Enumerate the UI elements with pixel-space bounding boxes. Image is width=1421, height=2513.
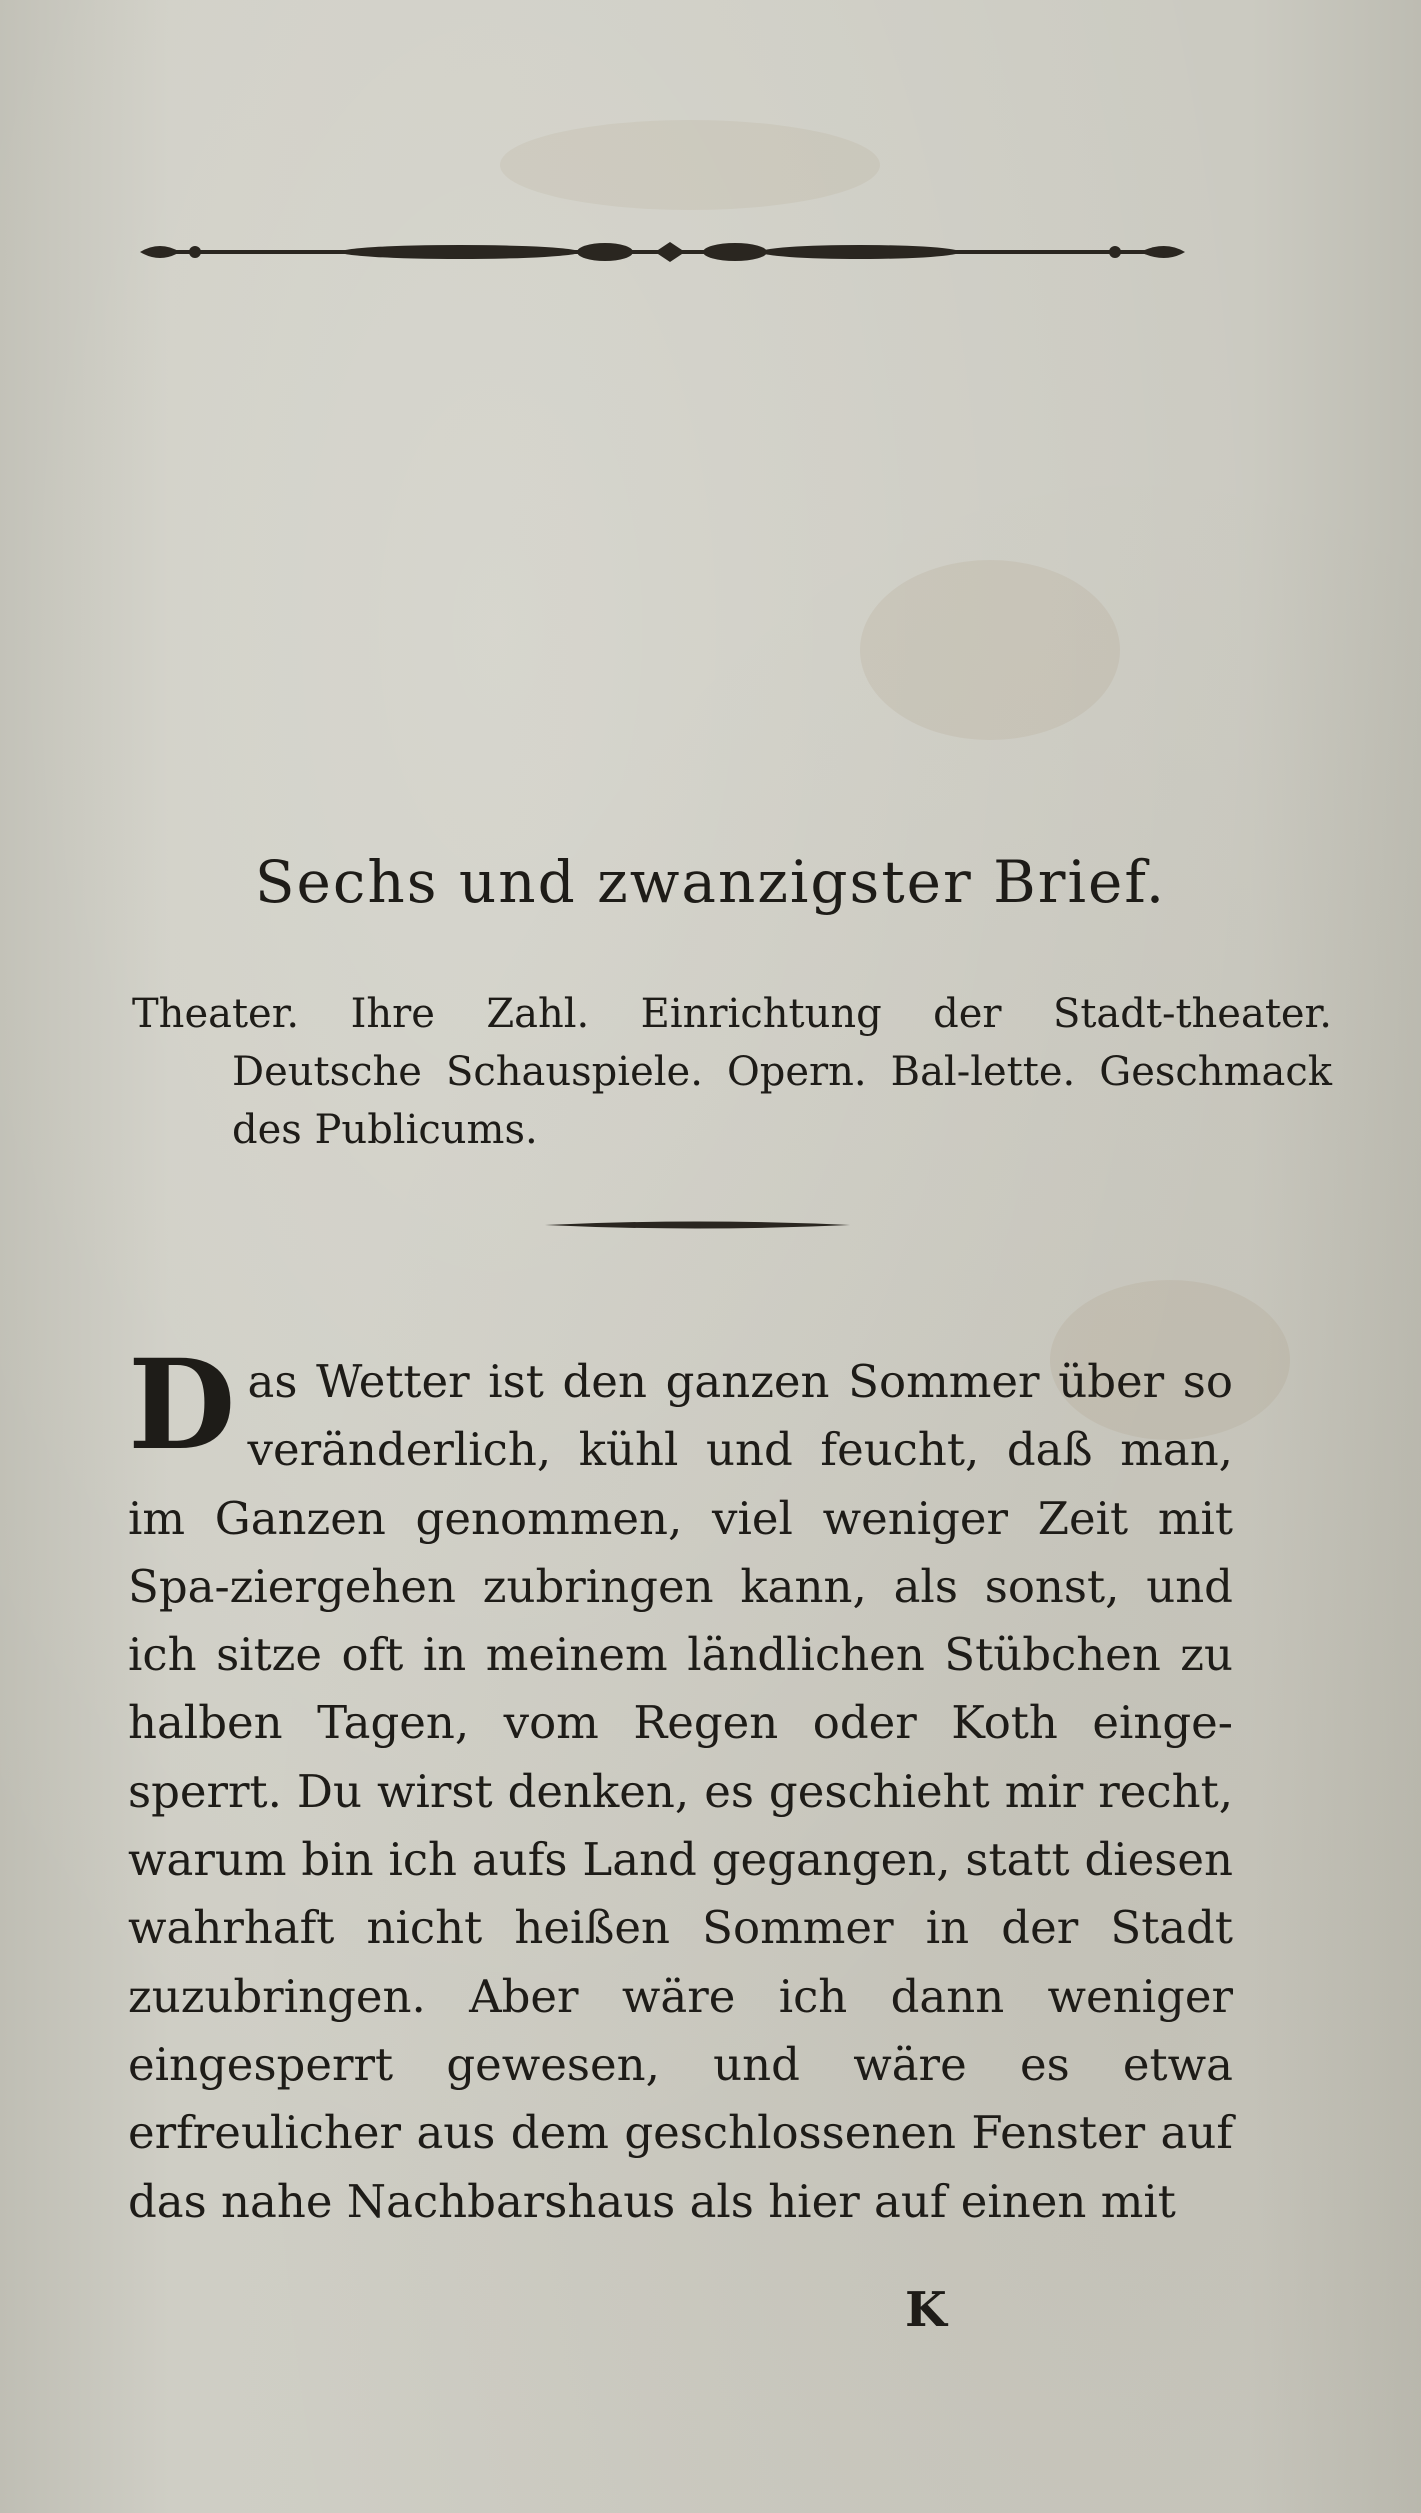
ornament-divider-top bbox=[140, 232, 1185, 272]
letter-title: Sechs und zwanzigster Brief. bbox=[254, 848, 1167, 916]
divider-rule bbox=[545, 1218, 850, 1232]
paper-stain bbox=[500, 120, 880, 210]
letter-body bbox=[128, 1333, 1233, 2236]
chapter-summary: Theater. Ihre Zahl. Einrichtung der Stadt-theater. Deutsche Schauspiele. Opern. Bal-lette. Geschmack des Publicums. bbox=[132, 991, 1332, 1153]
paper-stain bbox=[860, 560, 1120, 740]
body-text: as Wetter ist den ganzen Sommer über so veränderlich, kühl und feucht, daß man, im Ganzen genommen, viel weniger Zeit mit Spa-ziergehen zubringen kann, als sonst, und ich sitze oft in meinem ländlichen Stübchen zu halben Tagen, vom Regen oder Koth einge-sperrt. Du wirst denken, es geschieht mir recht, warum bin ich aufs Land gegangen, statt diesen wahrhaft nicht heißen Sommer in der Stadt zuzubringen. Aber wäre ich dann weniger eingesperrt gewesen, und wäre es etwa erfreulicher aus dem geschlossenen Fenster auf das nahe Nachbarshaus als hier auf einen mit bbox=[128, 1355, 1233, 2228]
drop-cap: D bbox=[128, 1333, 236, 1478]
signature-mark: K bbox=[905, 2282, 947, 2338]
